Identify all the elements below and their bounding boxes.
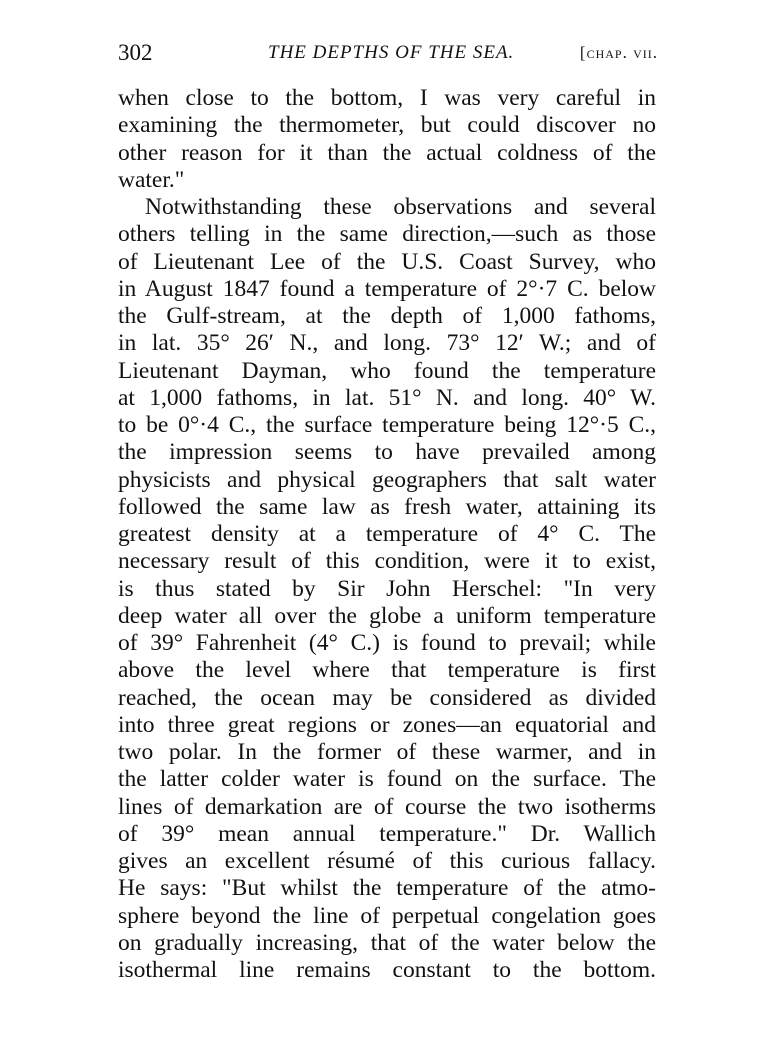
body-text — [118, 85, 656, 984]
text-line: isothermal line remains constant to the bottom. — [118, 957, 656, 983]
text-line: Lieutenant Dayman, who found the temperature — [118, 357, 656, 384]
chapter-reference: [chap. vii. — [579, 43, 658, 62]
text-line: He says: "But whilst the temperature of the atmo- — [118, 875, 656, 902]
text-line: reached, the ocean may be considered as divided — [118, 684, 656, 711]
page-number: 302 — [118, 40, 153, 65]
text-line: deep water all over the globe a uniform temperature — [118, 602, 656, 629]
text-line: when close to the bottom, I was very careful in — [118, 85, 656, 111]
paragraph-start-line: Notwithstanding these observations and several — [145, 194, 656, 220]
text-line: of 39° Fahrenheit (4° C.) is found to prevail; while — [118, 630, 656, 656]
text-line: is thus stated by Sir John Herschel: "In very — [118, 575, 656, 602]
text-line: lines of demarkation are of course the two isotherms — [118, 793, 656, 820]
text-line: other reason for it than the actual coldness of the — [118, 139, 656, 166]
text-line: of 39° mean annual temperature." Dr. Wallich — [118, 820, 656, 847]
text-line: the latter colder water is found on the surface. The — [118, 766, 656, 793]
text-line: others telling in the same direction,—such as those — [118, 221, 656, 248]
text-line: followed the same law as fresh water, attaining its — [118, 493, 656, 520]
text-line: into three great regions or zones—an equatorial and — [118, 711, 656, 738]
text-line: sphere beyond the line of perpetual congelation goes — [118, 902, 656, 929]
text-line: two polar. In the former of these warmer, and in — [118, 739, 656, 765]
text-line: greatest density at a temperature of 4° C. The — [118, 521, 656, 547]
text-line: to be 0°·4 C., the surface temperature being 12°·5 C., — [118, 412, 656, 438]
text-line: water." — [118, 166, 185, 193]
text-line: above the level where that temperature is first — [118, 657, 656, 684]
text-line: on gradually increasing, that of the water below the — [118, 929, 656, 956]
text-line: in lat. 35° 26′ N., and long. 73° 12′ W.; and of — [118, 330, 656, 357]
text-line: in August 1847 found a temperature of 2°·7 C. below — [118, 275, 656, 302]
text-line: physicists and physical geographers that salt water — [118, 466, 656, 493]
running-head — [118, 40, 658, 74]
text-line: examining the thermometer, but could discover no — [118, 112, 656, 139]
running-title: THE DEPTHS OF THE SEA. — [268, 42, 515, 63]
text-line: at 1,000 fathoms, in lat. 51° N. and long. 40° W. — [118, 384, 656, 411]
text-line: gives an excellent résumé of this curious fallacy. — [118, 848, 656, 874]
text-line: the impression seems to have prevailed among — [118, 439, 656, 466]
text-line: of Lieutenant Lee of the U.S. Coast Survey, who — [118, 248, 656, 275]
text-line: the Gulf-stream, at the depth of 1,000 fathoms, — [118, 303, 656, 329]
text-line: necessary result of this condition, were it to exist, — [118, 548, 656, 575]
